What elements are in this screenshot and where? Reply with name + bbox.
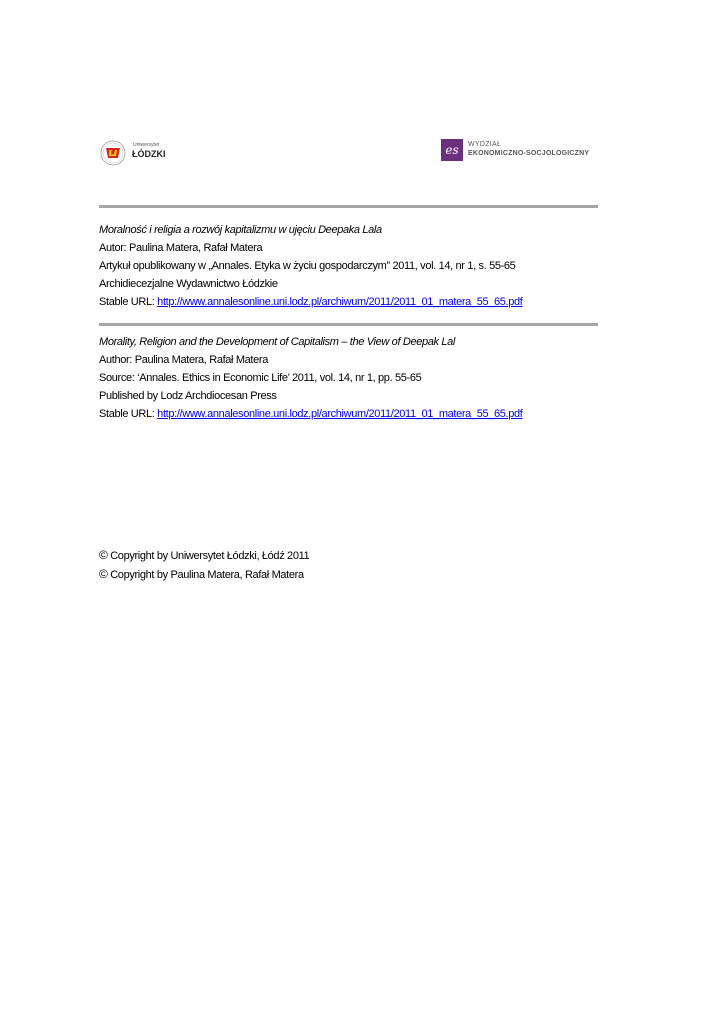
english-title: Morality, Religion and the Development of Capitalism – the View of Deepak Lal	[99, 336, 456, 348]
polish-stable-url	[99, 293, 659, 311]
polish-source: Artykuł opublikowany w „Annales. Etyka w życiu gospodarczym” 2011, vol. 14, nr 1, s. 55-65	[99, 260, 516, 272]
polish-url-link[interactable]: http://www.annalesonline.uni.lodz.pl/archiwum/2011/2011_01_matera_55_65.pdf	[157, 296, 523, 308]
copyright-line-university	[99, 546, 659, 565]
polish-publisher: Archidiecezjalne Wydawnictwo Łódzkie	[99, 278, 278, 290]
copyright-notice	[99, 546, 659, 584]
copyright-university-text: Copyright by Uniwersytet Łódzki, Łódź 2011	[107, 550, 310, 562]
faculty-logo-mark-text: es	[445, 143, 459, 157]
english-authors: Author: Paulina Matera, Rafał Matera	[99, 354, 268, 366]
copyright-line-authors	[99, 565, 659, 584]
divider-middle	[99, 323, 598, 326]
faculty-logo-mark	[441, 139, 463, 161]
divider-top	[99, 205, 598, 208]
english-url-label: Stable URL:	[99, 408, 158, 420]
polish-citation	[99, 221, 659, 311]
copyright-icon: ©	[99, 548, 108, 562]
faculty-logo-line2: EKONOMICZNO-SOCJOLOGICZNY	[468, 150, 590, 157]
english-stable-url	[99, 405, 659, 423]
university-logo-small-text: Uniwersytet	[133, 142, 160, 148]
polish-authors: Autor: Paulina Matera, Rafał Matera	[99, 242, 263, 254]
polish-url-label: Stable URL:	[99, 296, 158, 308]
faculty-logo-line1: WYDZIAŁ	[468, 141, 502, 148]
english-source: Source: ‘Annales. Ethics in Economic Life’ 2011, vol. 14, nr 1, pp. 55-65	[99, 372, 422, 384]
copyright-authors-text: Copyright by Paulina Matera, Rafał Matera	[107, 569, 304, 581]
english-publisher: Published by Lodz Archdiocesan Press	[99, 390, 277, 402]
university-logo	[100, 138, 170, 170]
faculty-logo	[441, 139, 601, 163]
university-logo-name: ŁÓDZKI	[132, 149, 166, 159]
english-url-link[interactable]: http://www.annalesonline.uni.lodz.pl/archiwum/2011/2011_01_matera_55_65.pdf	[157, 408, 523, 420]
polish-title: Moralność i religia a rozwój kapitalizmu w ujęciu Deepaka Lala	[99, 224, 382, 236]
copyright-icon: ©	[99, 567, 108, 581]
english-citation	[99, 333, 659, 423]
faculty-es-icon	[441, 139, 463, 161]
university-seal-icon	[100, 140, 126, 166]
